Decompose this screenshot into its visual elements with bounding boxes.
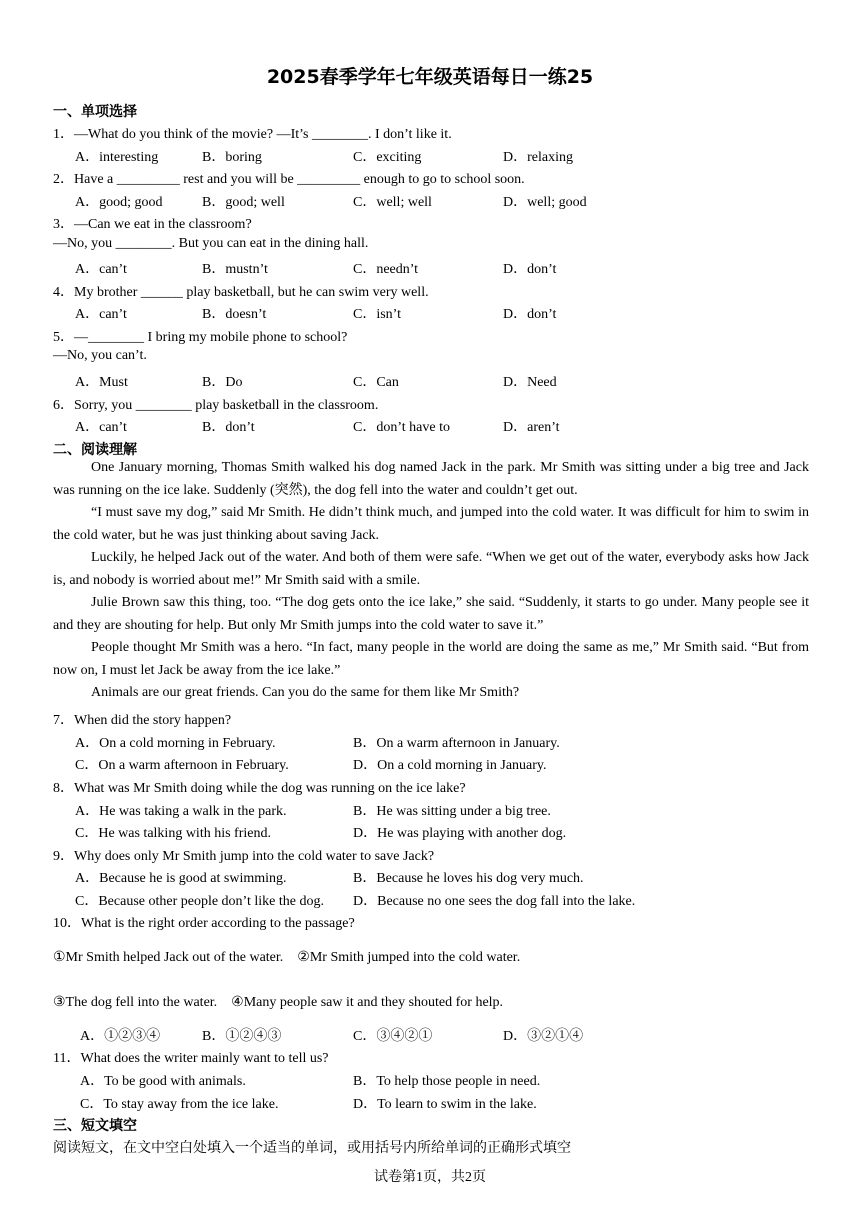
q4-option-d[interactable]: D．don’t <box>503 307 557 322</box>
question-7-stem: 7．When did the story happen? <box>53 713 232 728</box>
q6-option-c[interactable]: C．don’t have to <box>353 420 450 435</box>
q3-option-d[interactable]: D．don’t <box>503 262 557 277</box>
q3-option-a[interactable]: A．can’t <box>75 262 127 277</box>
q10-option-a[interactable]: A．①②③④ <box>80 1029 161 1044</box>
question-5-stem-reply: —No, you can’t. <box>53 348 147 363</box>
q5-option-c[interactable]: C．Can <box>353 375 399 390</box>
q4-option-c[interactable]: C．isn’t <box>353 307 401 322</box>
passage-paragraph-4: Julie Brown saw this thing, too. “The dog gets onto the ice lake,” she said. “Suddenly, it starts to go under. Many people see it and they are shouting for help. But only Mr Smith jumps into the cold water to save it.” <box>53 595 809 633</box>
passage-paragraph-3: Luckily, he helped Jack out of the water. And both of them were safe. “When we get out of the water, everybody asks how Jack is, and nobody is worried about me!” Mr Smith said with a smile. <box>53 550 809 588</box>
q9-option-d[interactable]: D．Because no one sees the dog fall into the lake. <box>353 894 636 909</box>
q1-option-d[interactable]: D．relaxing <box>503 150 573 165</box>
q8-option-b[interactable]: B．He was sitting under a big tree. <box>353 804 551 819</box>
q10-option-b[interactable]: B．①②④③ <box>202 1029 282 1044</box>
q7-option-d[interactable]: D．On a cold morning in January. <box>353 758 547 773</box>
q2-option-a[interactable]: A．good; good <box>75 195 163 210</box>
q7-option-a[interactable]: A．On a cold morning in February. <box>75 736 276 751</box>
question-8-stem: 8．What was Mr Smith doing while the dog was running on the ice lake? <box>53 781 466 796</box>
q6-option-a[interactable]: A．can’t <box>75 420 127 435</box>
passage-paragraph-2: “I must save my dog,” said Mr Smith. He didn’t think much, and jumped into the cold water. It was difficult for him to swim in the cold water, but he was just thinking about saving Jack. <box>53 505 809 543</box>
question-6-stem: 6．Sorry, you ________ play basketball in the classroom. <box>53 398 379 413</box>
question-11-stem: 11．What does the writer mainly want to tell us? <box>53 1051 329 1066</box>
q10-events-line-2: ③The dog fell into the water. ④Many people saw it and they shouted for help. <box>53 995 504 1010</box>
q5-option-b[interactable]: B．Do <box>202 375 243 390</box>
q1-option-b[interactable]: B．boring <box>202 150 262 165</box>
q8-option-a[interactable]: A．He was taking a walk in the park. <box>75 804 287 819</box>
section-heading-reading: 二、阅读理解 <box>53 442 137 458</box>
cloze-instruction: 阅读短文，在文中空白处填入一个适当的单词，或用括号内所给单词的正确形式填空 <box>53 1140 571 1156</box>
q11-option-c[interactable]: C．To stay away from the ice lake. <box>80 1097 279 1112</box>
q3-option-c[interactable]: C．needn’t <box>353 262 419 277</box>
q7-option-c[interactable]: C．On a warm afternoon in February. <box>75 758 289 773</box>
question-3-stem: 3．—Can we eat in the classroom? <box>53 217 252 232</box>
page-title: 2025春季学年七年级英语每日一练25 <box>266 66 594 88</box>
q9-option-c[interactable]: C．Because other people don’t like the dog. <box>75 894 324 909</box>
q9-option-b[interactable]: B．Because he loves his dog very much. <box>353 871 584 886</box>
q5-option-a[interactable]: A．Must <box>75 375 128 390</box>
q10-option-c[interactable]: C．③④②① <box>353 1029 433 1044</box>
q8-option-c[interactable]: C．He was talking with his friend. <box>75 826 271 841</box>
q6-option-b[interactable]: B．don’t <box>202 420 255 435</box>
q11-option-d[interactable]: D．To learn to swim in the lake. <box>353 1097 537 1112</box>
q4-option-a[interactable]: A．can’t <box>75 307 127 322</box>
q11-option-b[interactable]: B．To help those people in need. <box>353 1074 541 1089</box>
section-heading-choice: 一、单项选择 <box>53 104 137 120</box>
q8-option-d[interactable]: D．He was playing with another dog. <box>353 826 567 841</box>
q4-option-b[interactable]: B．doesn’t <box>202 307 267 322</box>
q11-option-a[interactable]: A．To be good with animals. <box>80 1074 246 1089</box>
question-2-stem: 2．Have a _________ rest and you will be _________ enough to go to school soon. <box>53 172 525 187</box>
question-4-stem: 4．My brother ______ play basketball, but he can swim very well. <box>53 285 429 300</box>
question-1-stem: 1．—What do you think of the movie? —It’s ________. I don’t like it. <box>53 127 452 142</box>
q10-events-line-1: ①Mr Smith helped Jack out of the water. ②Mr Smith jumped into the cold water. <box>53 950 521 965</box>
q7-option-b[interactable]: B．On a warm afternoon in January. <box>353 736 560 751</box>
page-footer: 试卷第1页，共2页 <box>374 1170 486 1185</box>
q2-option-b[interactable]: B．good; well <box>202 195 285 210</box>
passage-paragraph-6: Animals are our great friends. Can you do the same for them like Mr Smith? <box>91 685 520 700</box>
q6-option-d[interactable]: D．aren’t <box>503 420 560 435</box>
q10-option-d[interactable]: D．③②①④ <box>503 1029 584 1044</box>
q1-option-c[interactable]: C．exciting <box>353 150 422 165</box>
question-9-stem: 9．Why does only Mr Smith jump into the cold water to save Jack? <box>53 849 435 864</box>
q1-option-a[interactable]: A．interesting <box>75 150 159 165</box>
question-10-stem: 10．What is the right order according to the passage? <box>53 916 355 931</box>
q3-option-b[interactable]: B．mustn’t <box>202 262 268 277</box>
section-heading-cloze: 三、短文填空 <box>53 1118 137 1134</box>
question-3-stem-reply: —No, you ________. But you can eat in the dining hall. <box>53 236 369 251</box>
reading-passage <box>53 457 809 705</box>
q9-option-a[interactable]: A．Because he is good at swimming. <box>75 871 287 886</box>
question-5-stem: 5．—________ I bring my mobile phone to school? <box>53 330 348 345</box>
passage-paragraph-5: People thought Mr Smith was a hero. “In fact, many people in the world are doing the same as me,” Mr Smith said. “But from now on, I must let Jack be away from the ice lake.” <box>53 640 809 678</box>
q2-option-d[interactable]: D．well; good <box>503 195 587 210</box>
q5-option-d[interactable]: D．Need <box>503 375 557 390</box>
passage-paragraph-1: One January morning, Thomas Smith walked his dog named Jack in the park. Mr Smith was sitting under a big tree and Jack was running on the ice lake. Suddenly (突然), the dog fell into the water and couldn’t get out. <box>53 460 809 498</box>
q2-option-c[interactable]: C．well; well <box>353 195 432 210</box>
